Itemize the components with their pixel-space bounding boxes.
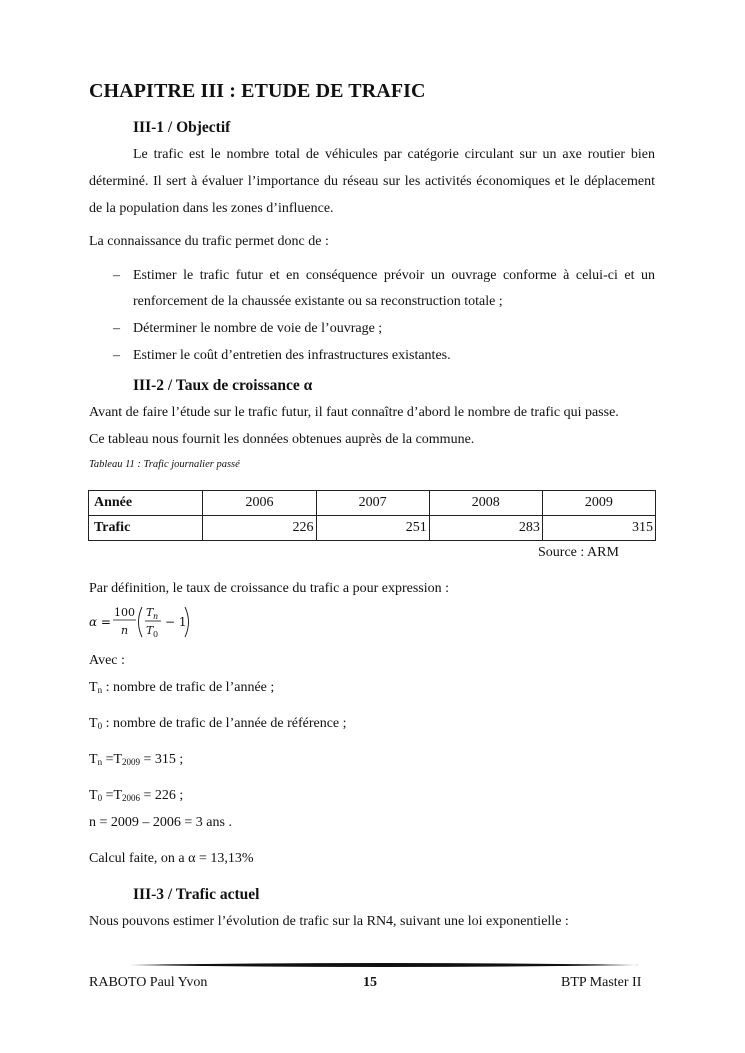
result-line: Calcul faite, on a α = 13,13%	[89, 851, 254, 866]
footer-page-number: 15	[363, 975, 377, 990]
eq-t0: $T_0 =T_{2006} = 226$ ;	[89, 788, 184, 803]
section-heading-objectif: III-1 / Objectif	[133, 119, 231, 136]
formula-t0-sub: 0	[153, 630, 159, 639]
def-tn: $T_n$ : nombre de trafic de l’année ;	[89, 680, 275, 695]
avec-line: Avec :	[89, 653, 125, 668]
section-heading-trafic-actuel: III-3 / Trafic actuel	[133, 886, 260, 903]
bullet-item	[113, 316, 655, 342]
table-caption: Tableau 11 : Trafic journalier passé	[89, 459, 240, 470]
traffic-cell: 283	[429, 516, 542, 541]
bullet-text: Estimer le coût d’entretien des infrastructures existantes.	[133, 348, 451, 363]
formula-tn-sub: n	[153, 612, 159, 621]
growth-rate-formula	[89, 604, 209, 640]
footer-author: RABOTO Paul Yvon	[89, 975, 208, 990]
bullet-item	[113, 263, 655, 315]
objectif-paragraph	[89, 141, 655, 222]
text-line: Ce tableau nous fournit les données obtenues auprès de la commune.	[89, 432, 475, 447]
footer-divider	[130, 962, 640, 968]
year-header: Année	[89, 491, 203, 516]
bullet-marker: –	[113, 321, 120, 336]
footer-program: BTP Master II	[561, 975, 642, 990]
text-line: Nous pouvons estimer l’évolution de trafic sur la RN4, suivant une loi exponentielle :	[89, 914, 569, 929]
year-cell: 2007	[316, 491, 429, 516]
formula-minus-one: − 1	[165, 615, 187, 629]
traffic-table	[88, 490, 656, 541]
objectif-text: Le trafic est le nombre total de véhicules par catégorie circulant sur un axe routier bien déterminé. Il sert à évaluer l’importance du réseau sur les activités économiques et le déplacement de la population dans les zones d’influence.	[89, 147, 655, 216]
table-row	[89, 516, 656, 541]
year-cell: 2009	[542, 491, 655, 516]
intro-line: La connaissance du trafic permet donc de :	[89, 234, 329, 249]
formula-tn: T	[146, 606, 154, 619]
text-line: Avant de faire l’étude sur le trafic futur, il faut connaître d’abord le nombre de trafic qui passe.	[89, 405, 619, 420]
eq-tn: $T_n =T_{2009} = 315$ ;	[89, 752, 184, 767]
traffic-cell: 251	[316, 516, 429, 541]
traffic-cell: 315	[542, 516, 655, 541]
formula-denominator: n	[121, 624, 129, 637]
bullet-text: Déterminer le nombre de voie de l’ouvrage ;	[133, 321, 383, 336]
traffic-header: Trafic	[89, 516, 203, 541]
bullet-text: Estimer le trafic futur et en conséquence prévoir un ouvrage conforme à celui-ci et un renforcement de la chaussée existante ou sa reconstruction totale ;	[133, 268, 655, 309]
bullet-marker: –	[113, 268, 120, 283]
bullet-item	[113, 343, 655, 369]
formula-t0: T	[146, 624, 154, 637]
table-source: Source : ARM	[538, 545, 619, 560]
def-t0: $T_0$ : nombre de trafic de l’année de référence ;	[89, 716, 347, 731]
eq-n: n = 2009 – 2006 = 3 ans .	[89, 815, 232, 830]
traffic-cell: 226	[203, 516, 316, 541]
table-row	[89, 491, 656, 516]
bullet-marker: –	[113, 348, 120, 363]
year-cell: 2008	[429, 491, 542, 516]
formula-numerator: 100	[114, 606, 135, 619]
chapter-title: CHAPITRE III : ETUDE DE TRAFIC	[89, 80, 426, 102]
definition-line: Par définition, le taux de croissance du trafic a pour expression :	[89, 581, 449, 596]
year-cell: 2006	[203, 491, 316, 516]
section-heading-taux: III-2 / Taux de croissance α	[133, 377, 313, 394]
formula-alpha: α =	[89, 615, 111, 629]
